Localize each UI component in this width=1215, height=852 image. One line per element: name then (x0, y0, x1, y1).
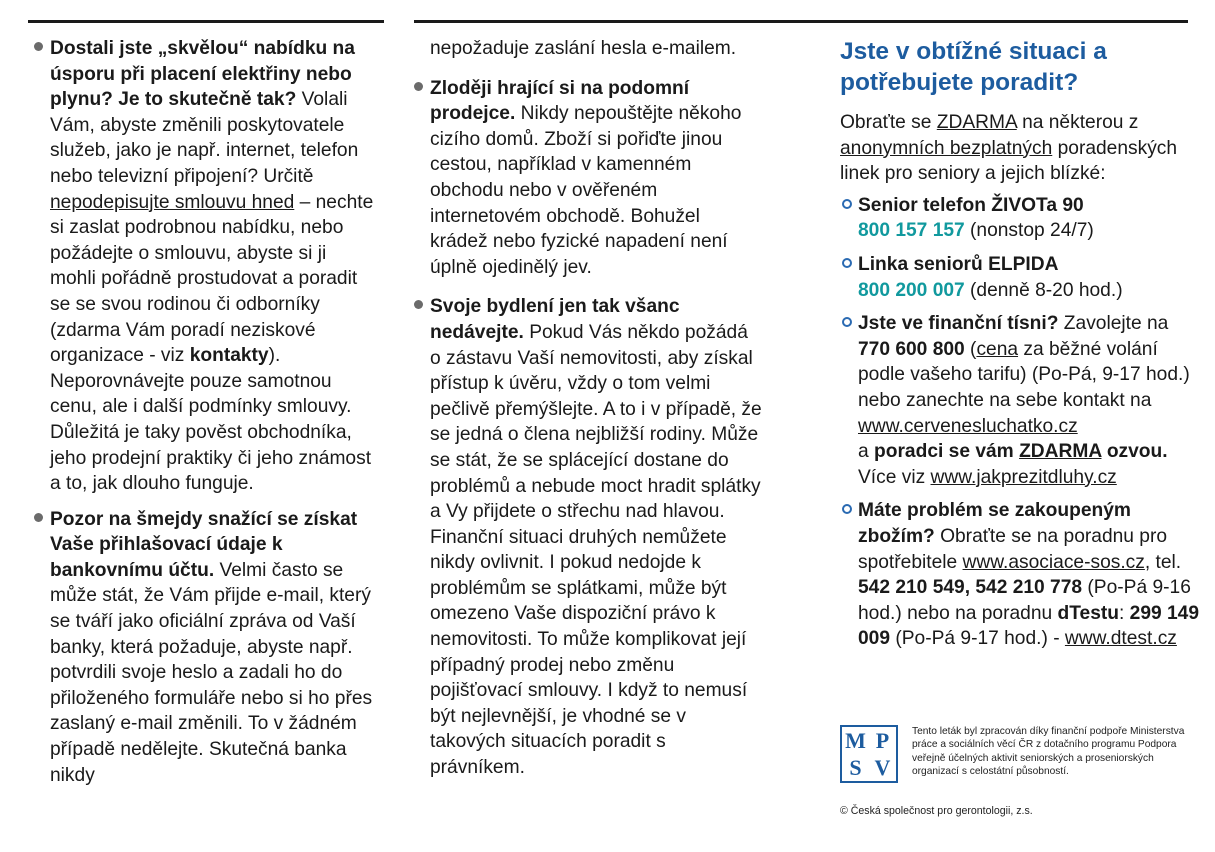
funding-note: Tento leták byl zpracován díky finanční podpoře Ministerstva práce a sociálních věcí ČR z dotačního programu Podpora veřejně účelných aktivit seniorských a proseniorských organizací s celostátní působností. (912, 726, 1185, 778)
contact-phone[interactable]: 542 210 549, 542 210 778 (858, 577, 1083, 599)
contact-name: Linka seniorů ELPIDA (858, 253, 1059, 275)
tip-underline: nepodepisujte smlouvu hned (50, 191, 295, 213)
tip-housing (412, 294, 762, 780)
continued-text: nepožaduje zaslání hesla e-mailem. (430, 38, 737, 59)
tip-text: ). Neporovnávejte pouze samotnou cenu, ale i další podmínky smlouvy. Důležitá je taky pověst obchodníka, jeho prodejní praktiky či jeho známost a to, jak dlouho funguje. (50, 345, 372, 495)
help-heading: Jste v obtížné situaci a potřebujete poradit? (840, 38, 1107, 96)
bullet-icon (414, 82, 423, 91)
contact-phone[interactable]: 770 600 800 (858, 338, 965, 360)
contact-elpida (840, 252, 1200, 303)
top-rule-right (414, 20, 1188, 23)
link-asociace-sos[interactable]: www.asociace-sos.cz (962, 551, 1145, 573)
tip-text: Velmi často se může stát, že Vám přijde e-mail, který se tváří jako oficiální zpráva od Vaší banky, která požaduje, abyste např. potvrdili svoje heslo a zadali ho do přiloženého formuláře nebo si ho přes zaslaný e-mail změnili. To v žádném případě nedělejte. Skutečná banka nikdy (50, 559, 373, 786)
contacts-ref: kontakty (189, 345, 269, 367)
contact-senior-telefon (840, 193, 1200, 244)
contact-phone[interactable]: 800 200 007 (858, 279, 965, 301)
bullet-icon (34, 513, 43, 522)
circle-bullet-icon (842, 258, 852, 268)
link-jakprezitdluhy[interactable]: www.jakprezitdluhy.cz (930, 466, 1117, 488)
help-intro: Obraťte se ZDARMA na některou z anonymních bezplatných poradenských linek pro seniory a jejich blízké: (840, 112, 1178, 185)
contact-consumer: Máte problém se zakoupeným zbožím? Obraťte se na poradnu pro spotřebitele www.asociace-sos.cz, tel. 542 210 549, 542 210 778 (Po-Pá 9-16 hod.) nebo na poradnu dTestu: 299 149 009 (Po-Pá 9-17 hod.) - www.dtest.cz (840, 498, 1200, 652)
copyright: © Česká společnost pro gerontologii, z.s. (840, 805, 1033, 817)
contact-phone[interactable]: 299 149 009 (858, 602, 1200, 650)
contact-note: (denně 8-20 hod.) (964, 279, 1123, 301)
tip-text: Volali Vám, abyste změnili poskytovatele služeb, jako je např. internet, telefon nebo televizní připojení? Určitě (50, 89, 359, 187)
tip-text: Nikdy nepouštějte někoho cizího domů. Zboží si pořiďte jinou cestou, například v kamenném obchodu nebo v ověřeném internetovém obchodě. Bohužel krádež nebo fyzické napadení není úplně ojedinělý jev. (430, 103, 742, 278)
tip-title: Dostali jste „skvělou“ nabídku na úsporu při placení elektřiny nebo plynu? Je to skutečně tak? (50, 38, 355, 111)
top-rule-left (28, 20, 384, 23)
tip-title: Svoje bydlení jen tak všanc nedávejte. (430, 296, 680, 343)
tip-phishing (32, 507, 377, 789)
column-1 (32, 36, 377, 788)
contact-phone[interactable]: 800 157 157 (858, 220, 965, 242)
column-2 (412, 36, 762, 781)
contact-name: Senior telefon ŽIVOTa 90 (858, 194, 1084, 216)
tip-title: Zloději hrající si na podomní prodejce. (430, 77, 690, 125)
tip-text: – nechte si zaslat podrobnou nabídku, nebo požádejte o smlouvu, abyste si ji mohli pořádně prostudovat a poradit se se svou rodinou či odborníky (zdarma Vám poradí neziskové organizace - viz (50, 191, 374, 367)
mpsv-logo: M P S V (840, 725, 898, 783)
tip-door-sellers (412, 76, 762, 281)
tip-title: Pozor na šmejdy snažící se získat Vaše přihlašovací údaje k bankovnímu účtu. (50, 508, 358, 581)
link-dtest[interactable]: www.dtest.cz (1064, 628, 1177, 650)
bullet-icon (34, 42, 43, 51)
tip-energy-offer (32, 36, 377, 497)
contact-financial: Jste ve finanční tísni? Zavolejte na 770 600 800 (cena za běžné volání podle vašeho tarifu) (Po-Pá, 9-17 hod.) nebo zanechte na sebe kontakt na www.cervenesluchatko.cz a poradci se vám ZDARMA ozvou. Více viz www.jakprezitdluhy.cz (840, 311, 1200, 490)
circle-bullet-icon (842, 199, 852, 209)
bullet-icon (414, 300, 423, 309)
column-3 (840, 36, 1200, 652)
tip-text: Pokud Vás někdo požádá o zástavu Vaší nemovitosti, aby získal přístup k úvěru, vždy o tom velmi pečlivě přemýšlejte. A to i v případě, že se jedná o člena nejbližší rodiny. Může se stát, že se splácející dostane do problémů a nebude moct hradit splátky a Vy přijdete o střechu nad hlavou. Finanční situaci druhých nemůžete nikdy ovlivnit. I pokud nedojde k problémům se splátkami, může být omezeno Vaše dispoziční právo k nemovitosti. To může komplikovat její případný prodej nebo změnu pojišťovací smlouvy. I když to nemusí být nejlevnější, je vhodné se v takových situacích poradit s právníkem. (430, 321, 762, 779)
circle-bullet-icon (842, 317, 852, 327)
link-cervenesluchatko[interactable]: www.cervenesluchatko.cz (858, 415, 1078, 437)
contact-note: (nonstop 24/7) (964, 220, 1094, 242)
circle-bullet-icon (842, 504, 852, 514)
